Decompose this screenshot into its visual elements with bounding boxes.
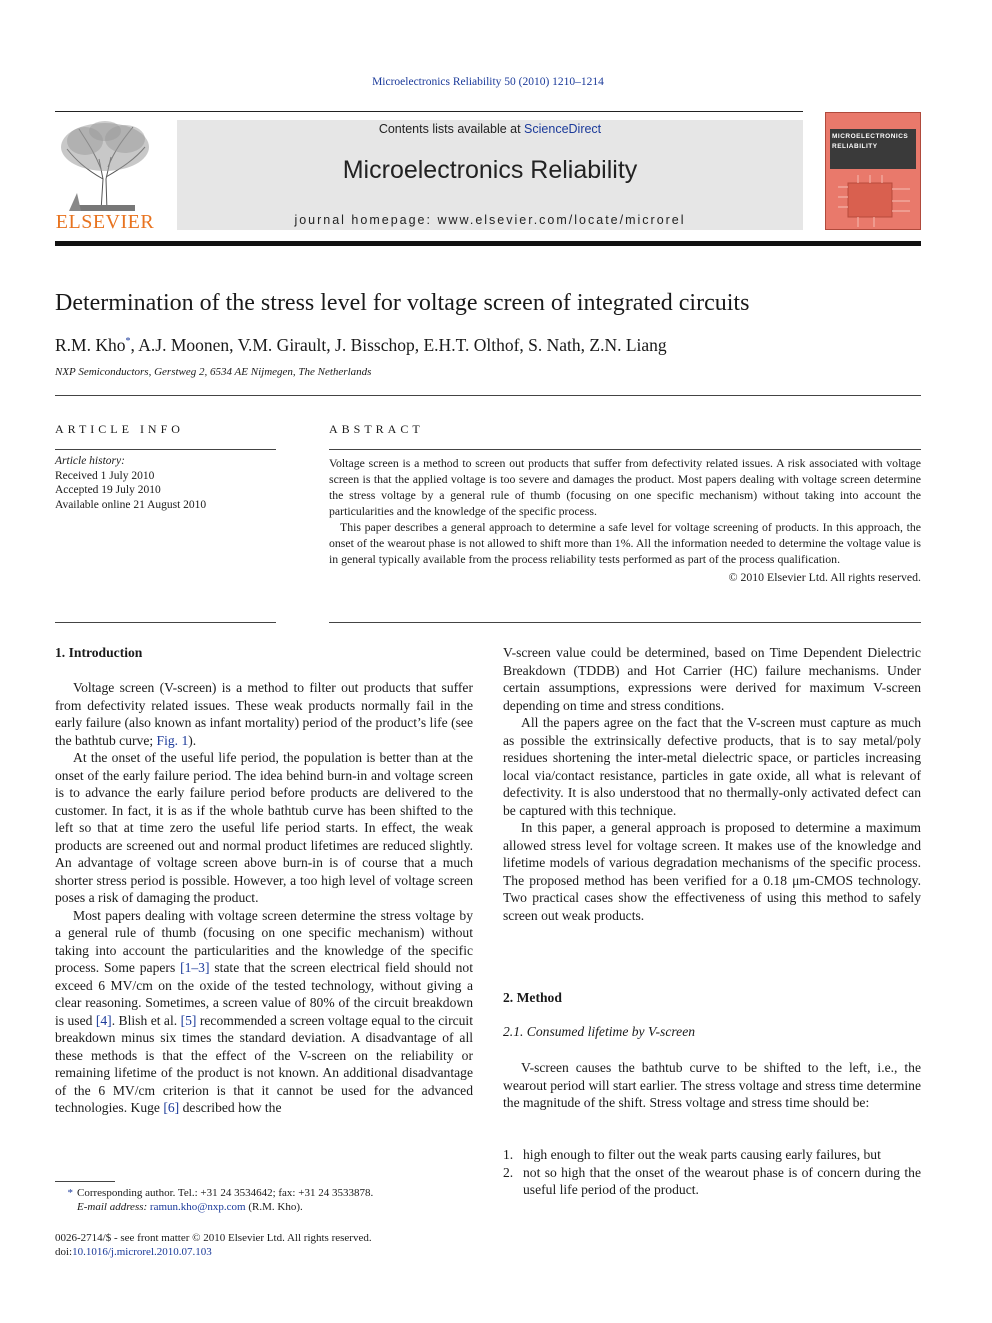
masthead-thick-rule <box>55 241 921 246</box>
intro-paragraph-5: In this paper, a general approach is proposed to determine a maximum allowed stress level for voltage screen. It makes use of the knowledge and lifetime models of various degradation mechanisms of the specific process. The proposed method has been verified for a 0.18 μm-CMOS technology. Two practical cases show the effectiveness of using this method to safely screen out weak products. <box>503 820 921 923</box>
intro-p1-end: ). <box>188 732 197 748</box>
doi-label: doi: <box>55 1246 73 1258</box>
email-link[interactable]: ramun.kho@nxp.com <box>149 1201 246 1213</box>
list-number: 2. <box>503 1164 514 1180</box>
article-history <box>55 454 206 512</box>
intro-paragraph-3 <box>55 907 473 1117</box>
abstract-heading: ABSTRACT <box>329 422 424 436</box>
intro-p3-text-c: . Blish et al. <box>111 1012 181 1028</box>
cover-title-line2: RELIABILITY <box>832 143 878 150</box>
method-paragraph-1: V-screen causes the bathtub curve to be shifted to the left, i.e., the wearout period will start earlier. The stress voltage and stress time determine the magnitude of the shift. Stress voltage and stress time should be: <box>503 1060 921 1110</box>
elsevier-wordmark: ELSEVIER <box>55 211 155 233</box>
doi-link[interactable]: 10.1016/j.microrel.2010.07.103 <box>72 1246 212 1258</box>
figure-1-link[interactable]: Fig. 1 <box>156 732 189 748</box>
reference-1-3-link[interactable]: [1–3] <box>180 960 210 975</box>
reference-6-link[interactable]: [6] <box>163 1100 180 1115</box>
header-rule <box>55 111 803 112</box>
article-info-heading: ARTICLE INFO <box>55 422 184 436</box>
contents-line <box>177 122 803 136</box>
left-column-text <box>55 679 473 1117</box>
intro-p3-text-e: described how the <box>179 1100 282 1115</box>
online-date: Available online 21 August 2010 <box>55 498 207 511</box>
right-column-text <box>503 644 921 924</box>
abstract-body <box>329 455 921 585</box>
article-info-rule <box>55 449 276 450</box>
reference-4-link[interactable]: [4] <box>95 1012 112 1028</box>
abstract-paragraph-1: Voltage screen is a method to screen out products that suffer from defectivity related issues. A risk associated with voltage screen is that the applied voltage is too severe and damages the product. Most papers dealing with voltage screen determine the stress voltage by a general rule of thumb (focusing on one specific mechanism) without taking into account the particularities and the knowledge of the specific process. <box>329 456 921 518</box>
tree-icon <box>55 119 155 215</box>
reference-5-link[interactable]: [5] <box>180 1012 197 1028</box>
cover-circuit-icon <box>834 175 914 227</box>
list-item-text: high enough to filter out the weak parts causing early failures, but <box>523 1147 881 1162</box>
list-item <box>503 1164 921 1199</box>
email-suffix: (R.M. Kho). <box>245 1201 303 1213</box>
intro-p3-text-d: recommended a screen voltage equal to the circuit breakdown minus six times the standard deviation. A disadvantage of all these methods is that the effect of the V-screen on the reliability or remaining lifetime of the product is not known. An additional disadvantage of the 6 MV/cm criterion is that it cannot be used for the advanced technologies. Kuge <box>55 1012 473 1115</box>
article-title: Determination of the stress level for voltage screen of integrated circuits <box>55 290 750 316</box>
intro-paragraph-4: All the papers agree on the fact that the V-screen must capture as much as possible the extrinsically defective products, that is to say metal/poly residues shortening the inter-metal dielectric space, or particles increasing local via/contact resistance, particles in gate oxide, all what is relevant of defectivity. It is also understood that no thermally-only activated defect can be captured with this technique. <box>503 715 921 818</box>
section-heading-introduction: 1. Introduction <box>55 645 143 660</box>
journal-cover-thumbnail[interactable] <box>825 112 921 230</box>
accepted-date: Accepted 19 July 2010 <box>55 484 161 496</box>
abstract-paragraph-2: This paper describes a general approach to determine a safe level for voltage screening of products. In this approach, the onset of the wearout phase is not allowed to shift more than 1%. All the information needed to determine the voltage value is in general typically available from the process reliability tests performed as part of the process qualification. <box>329 520 921 566</box>
journal-homepage-link[interactable]: journal homepage: www.elsevier.com/locate/microrel <box>294 213 686 227</box>
intro-continuation: V-screen value could be determined, based on Time Dependent Dielectric Breakdown (TDDB) and Hot Carrier (HC) failure mechanisms. Under certain assumptions, expressions were derived for maximum V-screen depending on time and stress conditions. <box>503 645 921 713</box>
list-item-text: not so high that the onset of the wearout phase is of concern during the useful life period of the product. <box>523 1164 921 1197</box>
footnote-contact: Corresponding author. Tel.: +31 24 3534642; fax: +31 24 3533878. <box>77 1187 374 1199</box>
affiliation-rule <box>55 395 921 396</box>
intro-p3-text-a: Most papers dealing with voltage screen determine the stress voltage by a general rule of thumb (focusing on one specific mechanism) without taking into account the particularities and the knowledge of the specific process. Some papers <box>55 907 473 975</box>
first-author[interactable]: R.M. Kho <box>55 335 126 355</box>
sciencedirect-link[interactable]: ScienceDirect <box>524 122 602 136</box>
front-matter-notice: 0026-2714/$ - see front matter © 2010 Elsevier Ltd. All rights reserved. <box>55 1232 372 1244</box>
journal-masthead <box>177 120 803 230</box>
contents-prefix: Contents lists available at <box>378 122 525 136</box>
author-list <box>55 335 925 356</box>
list-number: 1. <box>503 1147 514 1162</box>
copyright-notice: © 2010 Elsevier Ltd. All rights reserved. <box>728 570 921 584</box>
section-heading-method: 2. Method <box>503 990 562 1005</box>
abstract-bottom-rule <box>329 622 921 623</box>
list-item <box>503 1146 921 1164</box>
corresponding-author-mark[interactable]: * <box>125 336 131 348</box>
footnote-mark: * <box>67 1187 73 1199</box>
history-label: Article history: <box>55 455 125 467</box>
intro-paragraph-1 <box>55 679 473 749</box>
issn-doi-block <box>55 1231 372 1259</box>
intro-paragraph-2: At the onset of the useful life period, the population is better than at the onset of the early failure period. The idea behind burn-in and voltage screen is to advance the early failure period before products are delivered to the customer. In fact, it is as if the whole bathtub curve has been shifted to the left so that at time zero the useful life period starts. In effect, the weak products are screened out and normal product lifetimes are reduced slightly. An advantage of voltage screen above burn-in is of course that a much shorter stress period is possible. However, a too high level of voltage screen poses a risk of damaging the product. <box>55 750 473 905</box>
method-text <box>503 1059 921 1112</box>
intro-p3-text-b: state that the screen electrical field should not exceed 6 MV/cm on the oxide of the tested technology, without giving a clear reasoning. Sometimes, a screen value of 80% of the circuit breakdown is used <box>55 960 473 1028</box>
other-authors: , A.J. Moonen, V.M. Girault, J. Bisschop, E.H.T. Olthof, S. Nath, Z.N. Liang <box>130 335 667 355</box>
footnote-rule <box>55 1181 115 1182</box>
cover-title-line1: MICROELECTRONICS <box>832 133 909 140</box>
affiliation: NXP Semiconductors, Gerstweg 2, 6534 AE Nijmegen, The Netherlands <box>55 366 372 378</box>
received-date: Received 1 July 2010 <box>55 469 155 482</box>
intro-p1-text: Voltage screen (V-screen) is a method to filter out products that suffer from defectivity related issues. These weak products normally fail in the early failure (also known as infant mortality) period of the product’s life (see the bathtub curve; <box>55 680 473 748</box>
subsection-heading-consumed-lifetime: 2.1. Consumed lifetime by V-screen <box>503 1024 696 1039</box>
article-info-bottom-rule <box>55 622 276 623</box>
criteria-list <box>503 1146 921 1199</box>
elsevier-logo[interactable] <box>55 119 155 234</box>
corresponding-author-footnote <box>55 1186 373 1214</box>
journal-citation[interactable]: Microelectronics Reliability 50 (2010) 1210–1214 <box>372 76 604 88</box>
email-label: E-mail address: <box>77 1201 148 1213</box>
journal-name: Microelectronics Reliability <box>342 156 638 184</box>
abstract-rule <box>329 449 921 450</box>
